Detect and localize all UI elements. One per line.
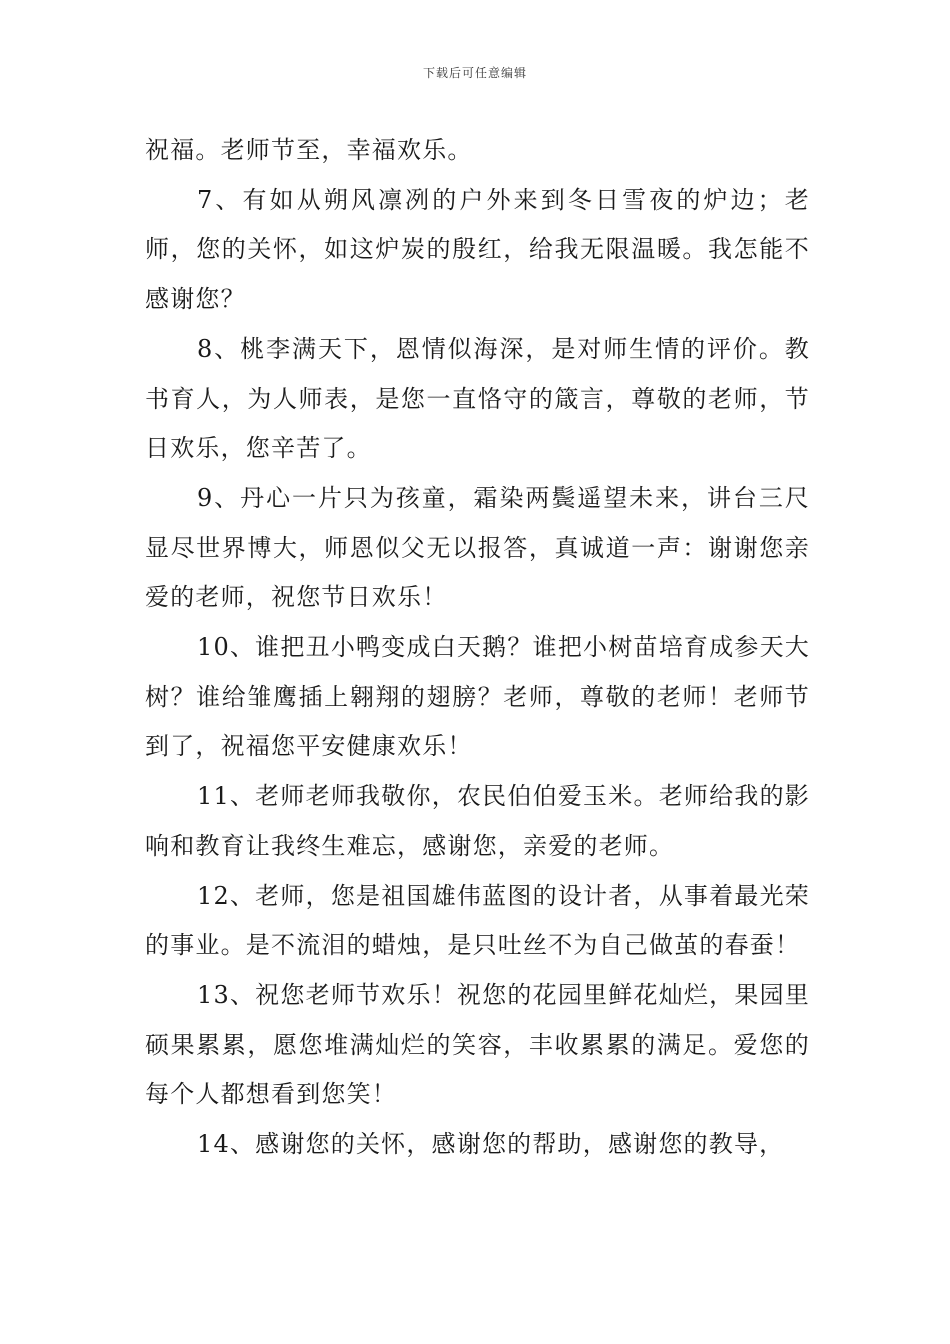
document-body — [145, 126, 810, 1170]
paragraph-item-8: 8、桃李满天下，恩情似海深，是对师生情的评价。教书育人，为人师表，是您一直恪守的箴言，尊敬的老师，节日欢乐，您辛苦了。 — [145, 334, 810, 463]
paragraph-item-13: 13、祝您老师节欢乐！祝您的花园里鲜花灿烂，果园里硕果累累，愿您堆满灿烂的笑容，丰收累累的满足。爱您的每个人都想看到您笑！ — [145, 980, 810, 1109]
paragraph-item-11: 11、老师老师我敬你，农民伯伯爱玉米。老师给我的影响和教育让我终生难忘，感谢您，亲爱的老师。 — [145, 782, 810, 860]
paragraph-continuation: 祝福。老师节至，幸福欢乐。 — [145, 136, 473, 164]
page-header: 下载后可任意编辑 — [422, 66, 527, 80]
paragraph-item-14: 14、感谢您的关怀，感谢您的帮助，感谢您的教导， — [197, 1130, 785, 1159]
paragraph-item-9: 9、丹心一片只为孩童，霜染两鬓遥望未来，讲台三尺显尽世界博大，师恩似父无以报答，真诚道一声：谢谢您亲爱的老师，祝您节日欢乐！ — [145, 483, 810, 612]
paragraph-item-12: 12、老师，您是祖国雄伟蓝图的设计者，从事着最光荣的事业。是不流泪的蜡烛，是只吐丝不为自己做茧的春蚕！ — [145, 881, 810, 960]
paragraph-item-10: 10、谁把丑小鸭变成白天鹅？谁把小树苗培育成参天大树？谁给雏鹰插上翱翔的翅膀？老师，尊敬的老师！老师节到了，祝福您平安健康欢乐！ — [145, 633, 810, 761]
paragraph-item-7: 7、有如从朔风凛冽的户外来到冬日雪夜的炉边；老师，您的关怀，如这炉炭的殷红，给我无限温暖。我怎能不感谢您？ — [145, 185, 810, 314]
